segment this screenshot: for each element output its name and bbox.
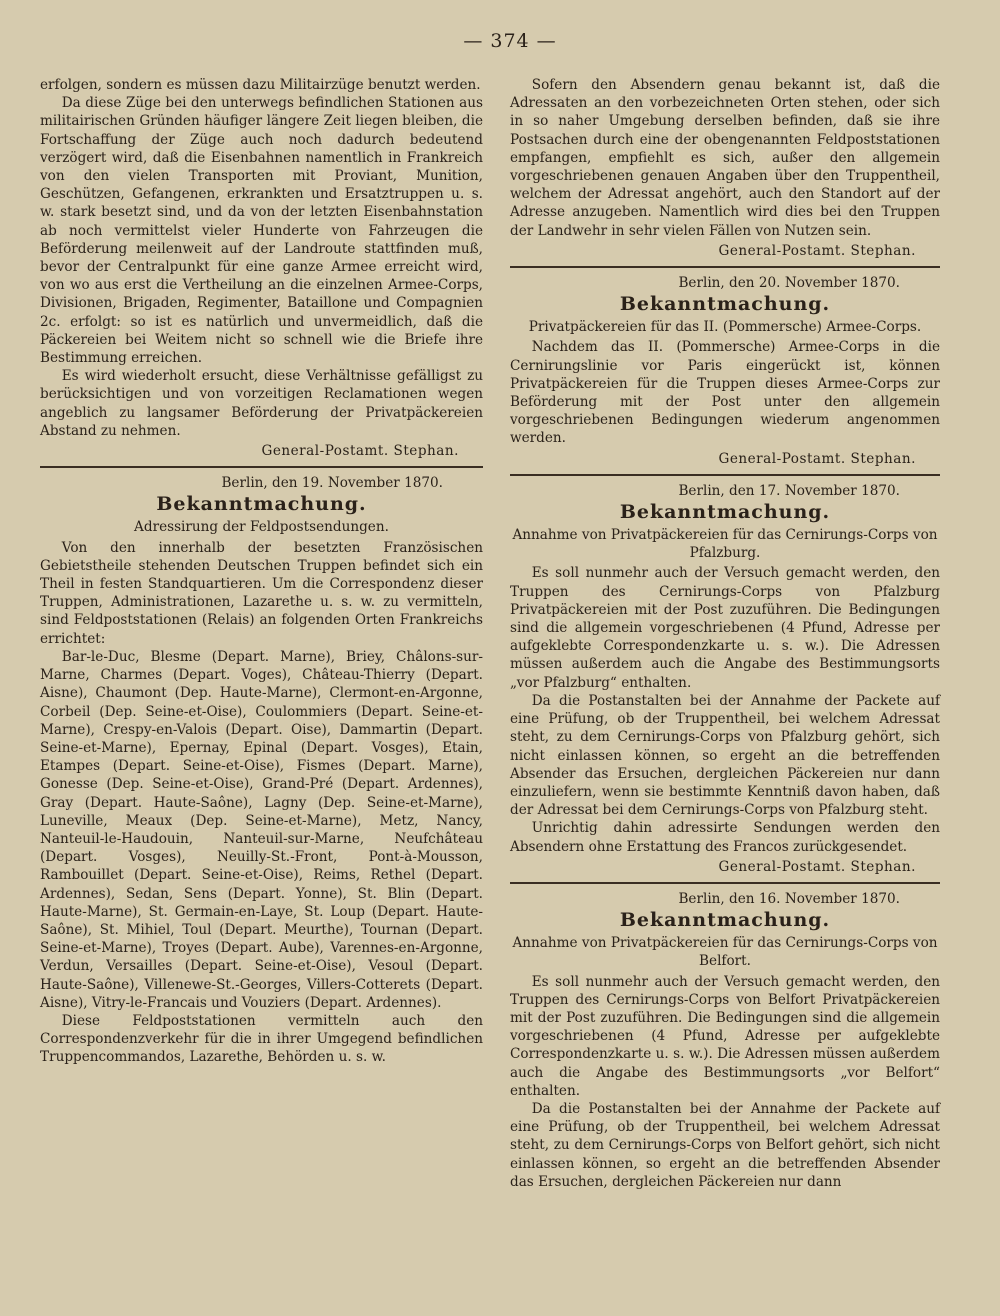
- dateline: Berlin, den 16. November 1870.: [678, 890, 900, 907]
- notice-title: Bekanntmachung.: [619, 501, 831, 524]
- signature: General-Postamt. Stephan.: [718, 242, 916, 259]
- divider: [510, 882, 940, 884]
- dateline: Berlin, den 20. November 1870.: [678, 275, 900, 292]
- divider: [510, 474, 940, 476]
- left-column: [40, 76, 483, 1067]
- divider: [510, 266, 940, 268]
- dateline: Berlin, den 19. November 1870.: [221, 475, 443, 492]
- paragraph: Da diese Züge bei den unterwegs befindlichen Stationen aus militairischen Gründen häufiger längere Zeit liegen bleiben, die Fortschaffung der Züge auch noch dadurch bedeutend verzögert wird, daß die Eisenbahnen namentlich in Frankreich von den vielen Transporten mit Proviant, Munition, Geschützen, Gefangenen, erkrankten und Ersatztruppen u. s. w. stark besetzt sind, und da von der letzten Eisenbahnstation ab noch vermittelst vieler Hunderte von Fahrzeugen die Beförderung meilenweit auf der Landroute stattfinden muß, bevor der Centralpunkt für eine ganze Armee erreicht wird, von wo aus erst die Vertheilung an die einzelnen Armee-Corps, Divisionen, Brigaden, Regimenter, Bataillone und Compagnien 2c. erfolgt: so ist es natürlich und unvermeidlich, daß die Päckereien bei Weitem nicht so schnell wie die Briefe ihre Bestimmung erreichen.: [40, 95, 483, 367]
- paragraph: Es wird wiederholt ersucht, diese Verhältnisse gefälligst zu berücksichtigen und von vorzeitigen Reclamationen wegen angeblich zu langsamer Beförderung der Privatpäckereien Abstand zu nehmen.: [40, 368, 483, 439]
- signature: General-Postamt. Stephan.: [718, 858, 916, 875]
- paragraph: Diese Feldpoststationen vermitteln auch den Correspondenzverkehr für die in ihrer Umgegend befindlichen Truppencommandos, Lazarethe, Behörden u. s. w.: [40, 1012, 483, 1066]
- paragraph: Sofern den Absendern genau bekannt ist, daß die Adressaten an den vorbezeichneten Orten stehen, oder sich in so naher Umgebung derselben befinden, daß sie ihre Postsachen durch eine der obengenannten Feldpoststationen empfangen, empfiehlt es sich, außer den allgemein vorgeschriebenen genauen Angaben über den Truppentheil, welchem der Adressat angehört, auch den Standort auf der Adresse anzugeben. Namentlich wird dies bei den Truppen der Landwehr in sehr vielen Fällen von Nutzen sein.: [510, 77, 940, 239]
- paragraph: Von den innerhalb der besetzten Französischen Gebietstheile stehenden Deutschen Truppen befindet sich ein Theil in festen Standquartieren. Um die Correspondenz dieser Truppen, Administrationen, Lazarethe u. s. w. zu vermitteln, sind Feldpoststationen (Relais) an folgenden Orten Frankreichs errichtet:: [40, 539, 483, 647]
- notice-subtitle: Annahme von Privatpäckereien für das Cernirungs-Corps von Belfort.: [512, 935, 938, 970]
- notice-subtitle: Annahme von Privatpäckereien für das Cernirungs-Corps von Pfalzburg.: [512, 527, 938, 562]
- paragraph: Es soll nunmehr auch der Versuch gemacht werden, den Truppen des Cernirungs-Corps von Pfalzburg Privatpäckereien mit der Post zuzuführen. Die Bedingungen sind die allgemein vorgeschriebenen (4 Pfund, Adresse per aufgeklebte Correspondenzkarte u. s. w.). Die Adressen müssen außerdem auch die Angabe des Bestimmungsorts „vor Pfalzburg“ enthalten.: [510, 565, 940, 691]
- paragraph: Unrichtig dahin adressirte Sendungen werden den Absendern ohne Erstattung des Francos zurückgesendet.: [510, 820, 940, 855]
- paragraph: Nachdem das II. (Pommersche) Armee-Corps in die Cernirungslinie vor Paris eingerückt ist, können Privatpäckereien für die Truppen dieses Armee-Corps zur Beförderung mit der Post unter den allgemein vorgeschriebenen Bedingungen wiederum angenommen werden.: [510, 339, 940, 447]
- paragraph: Da die Postanstalten bei der Annahme der Packete auf eine Prüfung, ob der Truppentheil, bei welchem Adressat steht, zu dem Cernirungs-Corps von Pfalzburg gehört, sich nicht einlassen können, so ergeht an die betreffenden Absender das Ersuchen, dergleichen Päckereien nur dann einzuliefern, wenn sie bestimmte Kenntniß davon haben, daß der Adressat bei dem Cernirungs-Corps von Pfalzburg steht.: [510, 692, 940, 819]
- dateline: Berlin, den 17. November 1870.: [678, 482, 900, 499]
- right-column: [510, 76, 940, 1191]
- notice-subtitle: Privatpäckereien für das II. (Pommersche) Armee-Corps.: [528, 319, 922, 336]
- notice-title: Bekanntmachung.: [619, 293, 831, 316]
- page-number: — 374 —: [463, 30, 557, 52]
- notice-subtitle: Adressirung der Feldpostsendungen.: [134, 519, 389, 536]
- divider: [40, 466, 483, 468]
- paragraph: Da die Postanstalten bei der Annahme der Packete auf eine Prüfung, ob der Truppentheil, bei welchem Adressat steht, zu dem Cernirungs-Corps von Belfort gehört, sich nicht einlassen können, so ergeht an die betreffenden Absender das Ersuchen, dergleichen Päckereien nur dann: [510, 1100, 940, 1190]
- paragraph: Es soll nunmehr auch der Versuch gemacht werden, den Truppen des Cernirungs-Corps von Belfort Privatpäckereien mit der Post zuzuführen. Die Bedingungen sind die allgemein vorgeschriebenen (4 Pfund, Adresse per aufgeklebte Correspondenzkarte u. s. w.). Die Adressen müssen außerdem auch die Angabe des Bestimmungsorts „vor Belfort“ enthalten.: [510, 973, 940, 1099]
- notice-title: Bekanntmachung.: [156, 493, 367, 516]
- signature: General-Postamt. Stephan.: [718, 450, 916, 467]
- notice-title: Bekanntmachung.: [619, 909, 831, 932]
- place-list: Bar-le-Duc, Blesme (Depart. Marne), Briey, Châlons-sur-Marne, Charmes (Depart. Voges), Château-Thierry (Depart. Aisne), Chaumont (Dep. Haute-Marne), Clermont-en-Argonne, Corbeil (Dep. Seine-et-Oise), Coulommiers (Depart. Seine-et-Marne), Crespy-en-Valois (Depart. Oise), Dammartin (Depart. Seine-et-Marne), Epernay, Epinal (Depart. Vosges), Etain, Etampes (Depart. Seine-et-Oise), Fismes (Depart. Marne), Gonesse (Dep. Seine-et-Oise), Grand-Pré (Depart. Ardennes), Gray (Depart. Haute-Saône), Lagny (Dep. Seine-et-Marne), Luneville, Meaux (Dep. Seine-et-Marne), Metz, Nancy, Nanteuil-le-Haudouin, Nanteuil-sur-Marne, Neufchâteau (Depart. Vosges), Neuilly-St.-Front, Pont-à-Mousson, Rambouillet (Depart. Seine-et-Oise), Reims, Rethel (Depart. Ardennes), Sedan, Sens (Depart. Yonne), St. Blin (Depart. Haute-Marne), St. Germain-en-Laye, St. Loup (Depart. Haute-Saône), St. Mihiel, Toul (Depart. Meurthe), Tournan (Depart. Seine-et-Marne), Troyes (Depart. Aube), Varennes-en-Argonne, Verdun, Versailles (Depart. Seine-et-Oise), Vesoul (Depart. Haute-Saône), Villenewe-St.-Georges, Villers-Cotterets (Depart. Aisne), Vitry-le-Francais und Vouziers (Depart. Ardennes).: [40, 648, 483, 1011]
- continued-paragraph: erfolgen, sondern es müssen dazu Militairzüge benutzt werden.: [40, 77, 481, 93]
- signature: General-Postamt. Stephan.: [261, 443, 459, 460]
